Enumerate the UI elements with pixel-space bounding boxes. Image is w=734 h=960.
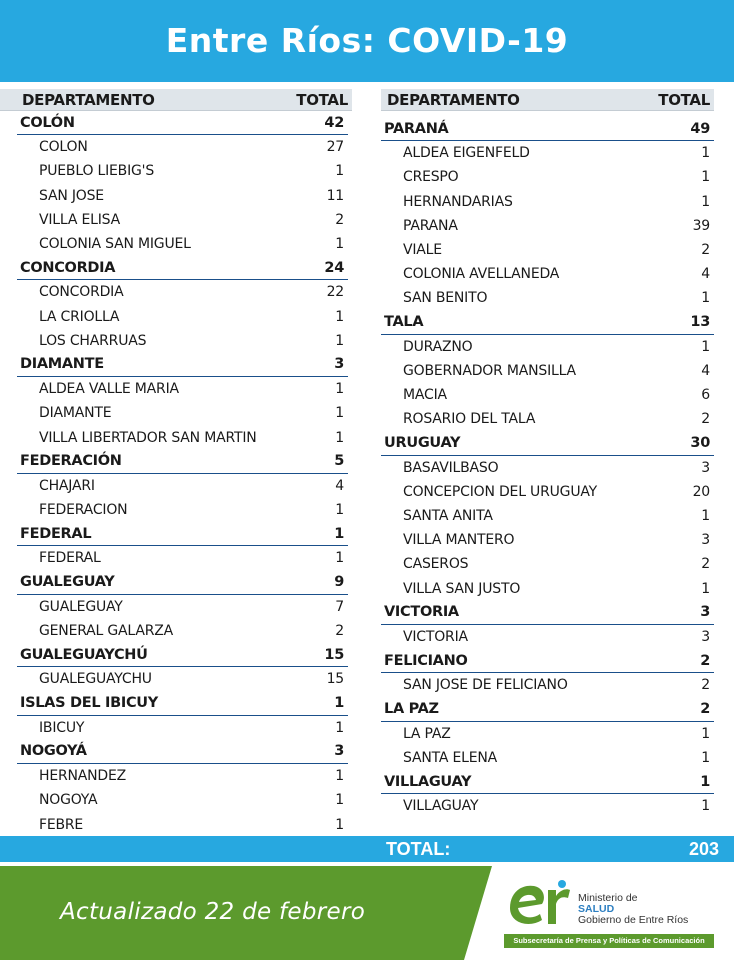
column-header-total: TOTAL xyxy=(296,90,348,109)
department-row xyxy=(17,522,348,546)
department-name: FELICIANO xyxy=(384,652,468,669)
locality-name: FEDERACION xyxy=(39,502,128,519)
locality-row xyxy=(17,159,348,183)
department-row xyxy=(381,431,714,455)
locality-total: 1 xyxy=(701,749,710,766)
locality-name: GENERAL GALARZA xyxy=(39,623,174,640)
ministerio-text xyxy=(578,893,688,926)
locality-row xyxy=(381,722,714,746)
department-row xyxy=(17,643,348,667)
department-row xyxy=(381,117,714,141)
right-table xyxy=(381,89,714,818)
department-total: 30 xyxy=(690,435,710,452)
department-row xyxy=(17,450,348,474)
locality-total: 1 xyxy=(335,236,344,253)
department-total: 5 xyxy=(334,453,344,470)
locality-total: 1 xyxy=(701,338,710,355)
locality-name: DURAZNO xyxy=(403,338,473,355)
locality-row xyxy=(17,716,348,740)
ministerio-logo-icon xyxy=(504,878,574,928)
locality-total: 11 xyxy=(326,187,344,204)
department-name: GUALEGUAY xyxy=(20,574,115,591)
locality-row xyxy=(381,577,714,601)
department-name: PARANÁ xyxy=(384,120,449,137)
ministerio-label: Ministerio de xyxy=(578,892,638,904)
locality-name: COLONIA AVELLANEDA xyxy=(403,266,560,283)
column-header xyxy=(0,89,352,111)
locality-name: CONCORDIA xyxy=(39,284,124,301)
department-row xyxy=(17,111,348,135)
locality-name: NOGOYA xyxy=(39,792,98,809)
locality-row xyxy=(381,214,714,238)
locality-row xyxy=(381,407,714,431)
locality-total: 2 xyxy=(701,677,710,694)
locality-total: 15 xyxy=(326,671,344,688)
locality-name: VICTORIA xyxy=(403,629,468,646)
locality-name: FEDERAL xyxy=(39,550,101,567)
total-value: 203 xyxy=(688,839,719,859)
locality-total: 1 xyxy=(701,798,710,815)
subsecretaria-banner: Subsecretaría de Prensa y Políticas de Comunicación xyxy=(504,934,714,948)
department-row xyxy=(381,649,714,673)
locality-total: 1 xyxy=(701,193,710,210)
locality-name: ROSARIO DEL TALA xyxy=(403,411,536,428)
department-total: 1 xyxy=(334,525,344,542)
locality-row xyxy=(17,546,348,570)
locality-name: SAN BENITO xyxy=(403,290,488,307)
locality-total: 22 xyxy=(326,284,344,301)
locality-row xyxy=(17,377,348,401)
locality-total: 3 xyxy=(701,532,710,549)
salud-label: SALUD xyxy=(578,903,615,915)
locality-row xyxy=(381,359,714,383)
locality-row xyxy=(381,141,714,165)
locality-name: HERNANDEZ xyxy=(39,768,127,785)
locality-row xyxy=(17,232,348,256)
department-total: 13 xyxy=(690,314,710,331)
locality-total: 27 xyxy=(326,139,344,156)
department-total: 3 xyxy=(334,743,344,760)
locality-row xyxy=(17,764,348,788)
gobierno-label: Gobierno de Entre Ríos xyxy=(578,914,689,926)
locality-total: 1 xyxy=(335,308,344,325)
locality-total: 2 xyxy=(335,623,344,640)
locality-name: IBICUY xyxy=(39,719,85,736)
department-total: 3 xyxy=(700,604,710,621)
department-name: CONCORDIA xyxy=(20,259,116,276)
department-name: URUGUAY xyxy=(384,435,461,452)
department-row xyxy=(17,571,348,595)
locality-row xyxy=(17,305,348,329)
department-name: VICTORIA xyxy=(384,604,459,621)
locality-total: 1 xyxy=(335,381,344,398)
locality-name: LA PAZ xyxy=(403,725,451,742)
department-row xyxy=(17,692,348,716)
department-name: LA PAZ xyxy=(384,701,439,718)
total-label: TOTAL: xyxy=(386,839,451,859)
locality-total: 1 xyxy=(335,719,344,736)
locality-row xyxy=(381,335,714,359)
department-total: 15 xyxy=(324,646,344,663)
locality-row xyxy=(381,625,714,649)
locality-name: CONCEPCION DEL URUGUAY xyxy=(403,483,598,500)
locality-row xyxy=(381,504,714,528)
locality-row xyxy=(381,286,714,310)
locality-name: LA CRIOLLA xyxy=(39,308,120,325)
department-name: VILLAGUAY xyxy=(384,773,472,790)
locality-total: 2 xyxy=(701,411,710,428)
locality-row xyxy=(17,184,348,208)
locality-name: ALDEA VALLE MARIA xyxy=(39,381,179,398)
locality-row xyxy=(381,480,714,504)
locality-row xyxy=(381,262,714,286)
locality-total: 4 xyxy=(701,266,710,283)
locality-row xyxy=(17,595,348,619)
department-total: 9 xyxy=(334,574,344,591)
locality-row xyxy=(17,425,348,449)
locality-row xyxy=(381,165,714,189)
locality-row xyxy=(17,280,348,304)
locality-total: 1 xyxy=(335,550,344,567)
locality-name: SAN JOSE DE FELICIANO xyxy=(403,677,568,694)
department-row xyxy=(17,256,348,280)
locality-row xyxy=(381,528,714,552)
column-header-total: TOTAL xyxy=(658,90,710,109)
locality-total: 1 xyxy=(701,508,710,525)
locality-total: 2 xyxy=(701,242,710,259)
locality-total: 1 xyxy=(701,725,710,742)
department-total: 3 xyxy=(334,356,344,373)
department-row xyxy=(381,601,714,625)
locality-row xyxy=(17,401,348,425)
locality-row xyxy=(381,190,714,214)
locality-name: CRESPO xyxy=(403,169,459,186)
locality-row xyxy=(17,208,348,232)
locality-row xyxy=(381,238,714,262)
locality-row xyxy=(17,498,348,522)
locality-total: 1 xyxy=(335,163,344,180)
locality-total: 20 xyxy=(692,483,710,500)
department-total: 42 xyxy=(324,114,344,131)
page-title: Entre Ríos: COVID-19 xyxy=(0,0,734,82)
locality-name: GUALEGUAYCHU xyxy=(39,671,152,688)
locality-total: 7 xyxy=(335,598,344,615)
locality-total: 2 xyxy=(701,556,710,573)
locality-total: 1 xyxy=(701,145,710,162)
locality-name: SANTA ELENA xyxy=(403,749,498,766)
locality-name: FEBRE xyxy=(39,816,84,833)
locality-row xyxy=(17,667,348,691)
locality-total: 4 xyxy=(335,477,344,494)
department-total: 2 xyxy=(700,701,710,718)
department-name: FEDERAL xyxy=(20,525,92,542)
locality-name: PUEBLO LIEBIG'S xyxy=(39,163,155,180)
locality-name: SAN JOSE xyxy=(39,187,104,204)
locality-name: HERNANDARIAS xyxy=(403,193,513,210)
locality-total: 4 xyxy=(701,362,710,379)
column-header-dept: DEPARTAMENTO xyxy=(387,90,520,109)
locality-name: BASAVILBASO xyxy=(403,459,499,476)
column-header-dept: DEPARTAMENTO xyxy=(22,90,155,109)
locality-name: ALDEA EIGENFELD xyxy=(403,145,530,162)
locality-total: 1 xyxy=(335,502,344,519)
locality-name: MACIA xyxy=(403,387,447,404)
locality-name: DIAMANTE xyxy=(39,405,112,422)
locality-total: 1 xyxy=(701,580,710,597)
locality-name: PARANA xyxy=(403,217,458,234)
department-name: FEDERACIÓN xyxy=(20,453,122,470)
department-row xyxy=(381,698,714,722)
locality-row xyxy=(17,619,348,643)
locality-row xyxy=(381,673,714,697)
column-header xyxy=(381,89,714,111)
department-total: 24 xyxy=(324,259,344,276)
locality-total: 39 xyxy=(692,217,710,234)
locality-name: VIALE xyxy=(403,242,442,259)
locality-name: VILLA ELISA xyxy=(39,211,120,228)
department-row xyxy=(381,770,714,794)
department-row xyxy=(17,740,348,764)
locality-total: 1 xyxy=(701,169,710,186)
department-total: 49 xyxy=(690,120,710,137)
department-name: NOGOYÁ xyxy=(20,743,87,760)
locality-name: CASEROS xyxy=(403,556,469,573)
department-total: 1 xyxy=(700,773,710,790)
locality-total: 3 xyxy=(701,459,710,476)
locality-total: 1 xyxy=(335,405,344,422)
locality-row xyxy=(17,788,348,812)
locality-name: VILLAGUAY xyxy=(403,798,479,815)
department-name: ISLAS DEL IBICUY xyxy=(20,695,158,712)
locality-total: 1 xyxy=(335,768,344,785)
right-rows xyxy=(381,117,714,818)
locality-row xyxy=(17,474,348,498)
locality-row xyxy=(381,552,714,576)
locality-total: 6 xyxy=(701,387,710,404)
department-name: DIAMANTE xyxy=(20,356,104,373)
locality-total: 1 xyxy=(335,332,344,349)
department-name: TALA xyxy=(384,314,424,331)
department-name: COLÓN xyxy=(20,114,75,131)
locality-name: CHAJARI xyxy=(39,477,95,494)
updated-date: Actualizado 22 de febrero xyxy=(60,899,366,925)
locality-row xyxy=(17,329,348,353)
locality-name: VILLA SAN JUSTO xyxy=(403,580,521,597)
locality-row xyxy=(17,812,348,836)
locality-name: GOBERNADOR MANSILLA xyxy=(403,362,576,379)
locality-total: 1 xyxy=(335,816,344,833)
locality-total: 3 xyxy=(701,629,710,646)
locality-row xyxy=(17,135,348,159)
locality-row xyxy=(381,746,714,770)
locality-row xyxy=(381,383,714,407)
locality-total: 1 xyxy=(335,429,344,446)
locality-name: VILLA LIBERTADOR SAN MARTIN xyxy=(39,429,257,446)
locality-name: VILLA MANTERO xyxy=(403,532,515,549)
locality-total: 1 xyxy=(335,792,344,809)
left-rows xyxy=(17,111,348,837)
locality-row xyxy=(381,456,714,480)
locality-name: COLON xyxy=(39,139,88,156)
department-row xyxy=(17,353,348,377)
locality-name: COLONIA SAN MIGUEL xyxy=(39,236,191,253)
locality-total: 2 xyxy=(335,211,344,228)
total-bar xyxy=(0,836,734,862)
department-row xyxy=(381,311,714,335)
department-total: 2 xyxy=(700,652,710,669)
department-total: 1 xyxy=(334,695,344,712)
locality-total: 1 xyxy=(701,290,710,307)
left-table xyxy=(17,89,348,837)
department-name: GUALEGUAYCHÚ xyxy=(20,646,148,663)
locality-name: LOS CHARRUAS xyxy=(39,332,147,349)
locality-name: GUALEGUAY xyxy=(39,598,123,615)
locality-name: SANTA ANITA xyxy=(403,508,493,525)
locality-row xyxy=(381,794,714,818)
